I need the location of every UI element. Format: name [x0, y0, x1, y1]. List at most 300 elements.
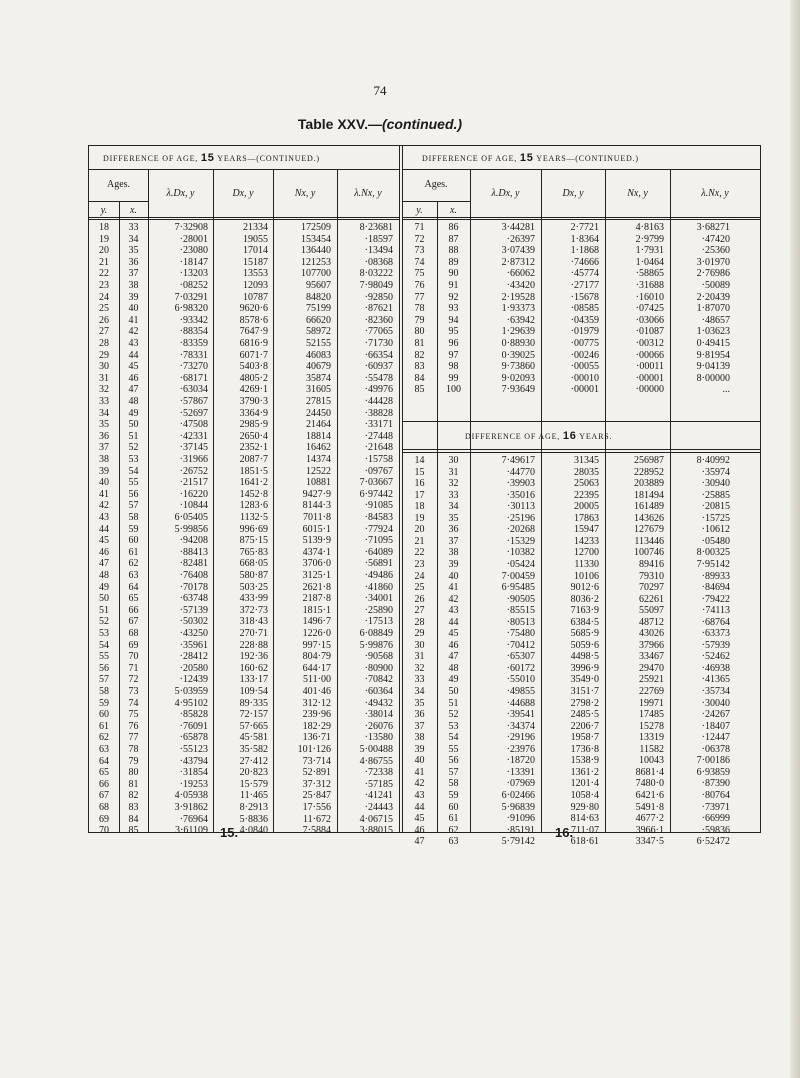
cell-lam-n: ·49976 [364, 384, 393, 396]
cell-d: 814·63 [570, 813, 599, 825]
cell-lam-n: 3·68271 [696, 222, 730, 233]
cell-lam-n: ·27448 [364, 430, 393, 442]
cell-d: ·00055 [570, 361, 599, 373]
cell-lam-d: ·10844 [179, 500, 208, 512]
cell-n: 239·96 [302, 709, 331, 721]
cell-lam-n: 5·00488 [359, 744, 393, 755]
cell-lam-n: 8·03222 [359, 268, 393, 280]
cell-lam-n: ·30040 [701, 697, 730, 709]
cell-lam-n: ·89933 [701, 570, 730, 582]
cell-n: 203889 [634, 478, 664, 490]
cell-n: 73·714 [302, 755, 331, 767]
cell-d: 1641·2 [239, 477, 268, 489]
cell-n: 48712 [639, 616, 664, 628]
cell-x: 50 [128, 419, 139, 431]
cell-x: 63 [448, 836, 459, 848]
cell-lam-n: 1·03623 [696, 326, 730, 338]
cell-d: 2206·7 [570, 720, 599, 732]
footer-right: 16. [555, 825, 574, 840]
cell-y: 25 [99, 303, 109, 315]
cell-y: 21 [99, 256, 109, 268]
cell-lam-d: ·05424 [506, 558, 535, 570]
cell-x: 51 [448, 697, 459, 709]
cell-n: 9427·9 [302, 488, 331, 500]
cell-n: 644·17 [302, 662, 331, 674]
cell-x: 41 [448, 582, 459, 594]
cell-d: 8·2913 [239, 802, 268, 813]
cell-y: 24 [99, 291, 109, 303]
cell-x: 56 [128, 488, 139, 500]
cell-n: 21464 [306, 419, 331, 431]
table-title-main: Table XXV.— [297, 116, 382, 132]
cell-lam-d: ·76408 [179, 570, 208, 581]
cell-lam-n: ·66354 [364, 349, 393, 361]
cell-y: 23 [414, 558, 425, 570]
right-caption-text: DIFFERENCE OF AGE, [422, 154, 518, 163]
table-frame [88, 145, 761, 848]
cell-lam-d: 2·19528 [501, 291, 535, 303]
cell-x: 91 [448, 280, 459, 291]
header-lam-n-right: λ.Nx, y [701, 188, 729, 199]
cell-d: 19055 [243, 233, 268, 245]
cell-lam-d: 0·39025 [501, 349, 535, 361]
cell-d: ·45774 [570, 268, 599, 280]
cell-lam-n: 6·93859 [696, 766, 730, 778]
cell-x: 64 [128, 581, 139, 593]
cell-n: ·00000 [635, 384, 664, 396]
cell-x: 61 [128, 546, 139, 558]
cell-x: 39 [448, 558, 459, 570]
cell-y: 73 [414, 245, 425, 257]
cell-d: 72·157 [239, 709, 268, 721]
cell-n: 75199 [306, 303, 331, 315]
cell-n: 2·9799 [635, 233, 664, 245]
cell-x: 100 [446, 384, 461, 396]
cell-d: 618·61 [570, 836, 599, 848]
cell-n: ·00001 [635, 372, 664, 384]
cell-lam-d: ·34374 [506, 720, 535, 732]
sub-caption-num: 16 [562, 430, 577, 442]
cell-d: 1201·4 [570, 778, 599, 790]
cell-x: 47 [448, 651, 459, 663]
cell-d: 28035 [574, 466, 599, 478]
cell-d: ·00775 [570, 338, 599, 349]
cell-y: 77 [414, 291, 425, 303]
cell-y: 24 [414, 570, 425, 582]
cell-lam-n: ·24267 [701, 709, 730, 721]
cell-lam-d: ·88354 [179, 326, 208, 338]
cell-n: 17485 [639, 709, 664, 721]
cell-n: 101·126 [297, 744, 331, 755]
cell-n: 107700 [301, 268, 331, 280]
cell-lam-n: ·25885 [701, 489, 730, 501]
cell-y: 29 [99, 349, 109, 361]
cell-lam-n: 9·81954 [696, 349, 730, 361]
cell-x: 67 [128, 616, 139, 628]
cell-x: 70 [128, 651, 139, 663]
cell-d: ·00246 [570, 349, 599, 361]
cell-y: 19 [414, 512, 425, 524]
cell-d: 3790·3 [239, 396, 268, 407]
cell-lam-n: ·48657 [701, 314, 730, 326]
cell-x: 33 [448, 489, 459, 501]
cell-lam-n: ·60937 [364, 361, 393, 373]
cell-y: 18 [99, 222, 109, 233]
cell-y: 46 [99, 546, 109, 558]
cell-n: 2621·8 [302, 581, 331, 593]
cell-x: 82 [128, 790, 139, 802]
cell-lam-n: ·05480 [701, 535, 730, 547]
cell-y: 26 [414, 593, 425, 605]
cell-lam-n: 6·52472 [696, 836, 730, 848]
cell-x: 66 [128, 604, 139, 616]
cell-lam-n: ·15758 [364, 454, 393, 465]
cell-d: 270·71 [239, 628, 268, 639]
right-caption [422, 152, 639, 164]
cell-x: 99 [448, 372, 459, 384]
cell-lam-d: ·85515 [506, 605, 535, 617]
header-ages-right: Ages. [424, 179, 448, 190]
cell-d: 7163·9 [570, 605, 599, 617]
cell-y: 35 [99, 419, 109, 431]
cell-lam-d: ·78331 [179, 349, 208, 361]
cell-n: ·00312 [635, 338, 664, 349]
cell-lam-d: ·90505 [506, 593, 535, 605]
cell-y: 25 [414, 582, 425, 594]
cell-lam-n: ·82360 [364, 314, 393, 326]
cell-x: 49 [448, 674, 459, 686]
cell-n: 89416 [639, 558, 664, 570]
cell-x: 44 [128, 349, 139, 361]
cell-lam-n: 7·98049 [359, 280, 393, 291]
cell-d: 6384·5 [570, 616, 599, 628]
cell-lam-d: ·13203 [179, 268, 208, 280]
cell-y: 85 [414, 384, 425, 396]
left-caption-tail: YEARS—(CONTINUED.) [217, 154, 320, 163]
cell-n: 55097 [639, 605, 664, 617]
cell-y: 44 [414, 801, 425, 813]
cell-y: 84 [414, 372, 425, 384]
cell-y: 76 [414, 280, 425, 291]
cell-d: 1·1868 [570, 245, 599, 257]
cell-x: 45 [128, 361, 139, 373]
cell-lam-n: 6·08849 [359, 628, 393, 639]
cell-d: 10787 [243, 291, 268, 303]
cell-x: 37 [448, 535, 459, 547]
cell-x: 52 [128, 442, 139, 454]
cell-x: 40 [448, 570, 459, 582]
cell-lam-d: 5·96839 [501, 801, 535, 813]
cell-n: 153454 [301, 233, 331, 245]
cell-d: 12093 [243, 280, 268, 291]
cell-d: 5·8836 [239, 813, 268, 825]
cell-lam-n: ·08368 [364, 256, 393, 268]
cell-x: 57 [448, 766, 459, 778]
cell-lam-d: ·75480 [506, 628, 535, 640]
cell-lam-n: ·84583 [364, 512, 393, 523]
cell-y: 54 [99, 639, 109, 651]
cell-n: 37966 [639, 639, 664, 651]
cell-x: 76 [128, 720, 139, 732]
cell-y: 49 [99, 581, 109, 593]
cell-lam-n: 8·00000 [696, 372, 730, 384]
cell-lam-d: ·29196 [506, 732, 535, 744]
cell-lam-n: ·87621 [364, 303, 393, 315]
cell-lam-n: ·34001 [364, 593, 393, 605]
cell-d: 2485·5 [570, 709, 599, 721]
cell-lam-n: 7·00186 [696, 755, 730, 767]
cell-n: 17·556 [302, 802, 331, 813]
cell-x: 33 [128, 222, 139, 233]
cell-n: 3125·1 [302, 570, 331, 581]
cell-lam-d: 6·98320 [174, 303, 208, 315]
cell-lam-n: ·70842 [364, 674, 393, 686]
cell-lam-d: ·60172 [506, 662, 535, 674]
cell-n: 182·29 [302, 720, 331, 732]
cell-n: 8144·3 [302, 500, 331, 512]
cell-x: 73 [128, 686, 139, 697]
cell-lam-n: ·44428 [364, 396, 393, 407]
cell-x: 46 [448, 639, 459, 651]
cell-x: 55 [128, 477, 139, 489]
cell-lam-n: 2·20439 [696, 291, 730, 303]
cell-y: 78 [414, 303, 425, 315]
cell-d: 996·69 [239, 523, 268, 535]
cell-lam-n: ... [722, 384, 730, 396]
cell-d: 20·823 [239, 767, 268, 779]
cell-n: 127679 [634, 524, 664, 536]
cell-d: 580·87 [239, 570, 268, 581]
cell-lam-d: 2·87312 [501, 256, 535, 268]
cell-lam-d: ·08252 [179, 280, 208, 291]
cell-lam-n: ·06378 [701, 743, 730, 755]
cell-n: 40679 [306, 361, 331, 373]
cell-x: 63 [128, 570, 139, 581]
cell-lam-d: ·07969 [506, 778, 535, 790]
cell-x: 95 [448, 326, 459, 338]
cell-y: 50 [99, 593, 109, 605]
cell-n: 8681·4 [635, 766, 664, 778]
cell-lam-n: ·10612 [701, 524, 730, 536]
cell-lam-n: 3·88015 [359, 825, 393, 837]
cell-lam-d: 7·03291 [174, 291, 208, 303]
cell-y: 67 [99, 790, 109, 802]
cell-n: 15278 [639, 720, 664, 732]
cell-n: 52155 [306, 338, 331, 349]
cell-y: 17 [414, 489, 425, 501]
cell-x: 52 [448, 709, 459, 721]
cell-y: 48 [99, 570, 109, 581]
cell-lam-d: ·63034 [179, 384, 208, 396]
cell-lam-n: ·68764 [701, 616, 730, 628]
cell-x: 86 [448, 222, 459, 233]
page-number: 74 [373, 83, 387, 98]
cell-y: 31 [99, 372, 109, 384]
cell-y: 44 [99, 523, 109, 535]
cell-lam-n: ·66999 [701, 813, 730, 825]
right-caption-num: 15 [519, 152, 534, 164]
cell-y: 43 [99, 512, 109, 523]
header-n-left: Nx, y [294, 188, 316, 199]
cell-lam-d: ·35961 [179, 639, 208, 651]
cell-n: ·01087 [635, 326, 664, 338]
cell-x: 90 [448, 268, 459, 280]
cell-x: 77 [128, 732, 139, 744]
cell-n: 181494 [634, 489, 664, 501]
cell-x: 94 [448, 314, 459, 326]
cell-d: 25063 [574, 478, 599, 490]
cell-lam-d: 7·93649 [501, 384, 535, 396]
cell-y: 66 [99, 778, 109, 790]
cell-lam-n: ·57939 [701, 639, 730, 651]
cell-d: 433·99 [239, 593, 268, 605]
cell-lam-n: ·64089 [364, 546, 393, 558]
cell-y: 32 [99, 384, 109, 396]
cell-lam-d: 6·05405 [174, 512, 208, 523]
cell-d: 1736·8 [570, 743, 599, 755]
cell-y: 74 [414, 256, 425, 268]
cell-n: 161489 [634, 501, 664, 513]
cell-n: 228952 [634, 466, 664, 478]
cell-y: 82 [414, 349, 425, 361]
cell-d: 11330 [574, 558, 599, 570]
cell-lam-d: ·43420 [506, 280, 535, 291]
header-x-right: x. [450, 205, 457, 216]
cell-lam-d: 1·93373 [501, 303, 535, 315]
cell-y: 36 [414, 709, 425, 721]
cell-lam-n: ·84694 [701, 582, 730, 594]
cell-lam-n: ·77065 [364, 326, 393, 338]
cell-x: 84 [128, 813, 139, 825]
cell-x: 35 [448, 512, 459, 524]
cell-lam-d: 3·07439 [501, 245, 535, 257]
cell-lam-n: ·90568 [364, 651, 393, 663]
cell-lam-d: ·20268 [506, 524, 535, 536]
cell-n: 33467 [639, 651, 664, 663]
cell-d: 668·05 [239, 558, 268, 570]
cell-x: 53 [448, 720, 459, 732]
cell-n: 256987 [634, 455, 664, 466]
cell-n: 5491·8 [635, 801, 664, 813]
cell-x: 69 [128, 639, 139, 651]
cell-d: 57·665 [239, 720, 268, 732]
cell-lam-d: ·55010 [506, 674, 535, 686]
cell-lam-n: ·56891 [364, 558, 393, 570]
cell-lam-d: ·66062 [506, 268, 535, 280]
cell-n: 401·46 [302, 686, 331, 697]
cell-lam-n: ·15725 [701, 512, 730, 524]
cell-n: 66620 [306, 314, 331, 326]
cell-y: 53 [99, 628, 109, 639]
cell-y: 43 [414, 789, 425, 801]
cell-n: 312·12 [302, 697, 331, 709]
cell-d: 1958·7 [570, 732, 599, 744]
cell-x: 43 [448, 605, 459, 617]
cell-y: 20 [99, 245, 109, 257]
cell-d: ·27177 [570, 280, 599, 291]
cell-n: 43026 [639, 628, 664, 640]
cell-n: 136·71 [302, 732, 331, 744]
cell-lam-d: ·21517 [179, 477, 208, 489]
cell-lam-d: ·50302 [179, 616, 208, 628]
cell-lam-n: ·79422 [701, 593, 730, 605]
cell-lam-n: ·41241 [364, 790, 393, 802]
cell-lam-n: ·92850 [364, 291, 393, 303]
cell-d: 711·07 [571, 824, 599, 836]
cell-lam-n: 2·76986 [696, 268, 730, 280]
cell-n: 1·7931 [635, 245, 664, 257]
cell-y: 23 [99, 280, 109, 291]
cell-n: ·07425 [635, 303, 664, 315]
cell-x: 55 [448, 743, 459, 755]
cell-lam-d: ·43794 [179, 755, 208, 767]
cell-y: 83 [414, 361, 425, 373]
cell-lam-n: ·20815 [701, 501, 730, 513]
cell-d: 4·0840 [239, 825, 268, 837]
left-caption-text: DIFFERENCE OF AGE, [103, 154, 199, 163]
cell-d: 875·15 [239, 535, 268, 547]
cell-y: 45 [414, 813, 425, 825]
cell-n: 22769 [639, 686, 664, 697]
cell-d: 3996·9 [570, 662, 599, 674]
cell-lam-d: ·28412 [179, 651, 208, 663]
header-lam-d-left: λ.Dx, y [166, 188, 195, 199]
cell-n: 12522 [306, 465, 331, 477]
cell-y: 47 [414, 836, 425, 848]
cell-lam-n: 6·97442 [359, 488, 393, 500]
left-caption [103, 152, 320, 164]
cell-d: 4269·1 [239, 384, 268, 396]
cell-x: 62 [448, 824, 459, 836]
cell-y: 60 [99, 709, 109, 721]
cell-lam-d: 7·00459 [501, 570, 535, 582]
cell-lam-d: ·80513 [506, 616, 535, 628]
cell-n: 3347·5 [635, 836, 664, 848]
cell-y: 59 [99, 697, 109, 709]
cell-y: 68 [99, 802, 109, 813]
cell-y: 55 [99, 651, 109, 663]
cell-d: 133·17 [239, 674, 268, 686]
cell-y: 63 [99, 744, 109, 755]
cell-y: 38 [99, 454, 109, 465]
cell-n: 7011·8 [303, 512, 331, 523]
cell-lam-d: ·91096 [506, 813, 535, 825]
cell-y: 75 [414, 268, 425, 280]
cell-d: 1·8364 [570, 233, 599, 245]
cell-d: 8036·2 [570, 593, 599, 605]
cell-lam-d: ·65307 [506, 651, 535, 663]
cell-y: 40 [414, 755, 425, 767]
cell-lam-d: ·70412 [506, 639, 535, 651]
cell-lam-n: ·18597 [364, 233, 393, 245]
table-title-continued: (continued.) [381, 116, 463, 132]
cell-lam-n: ·26076 [364, 720, 393, 732]
cell-lam-n: ·80764 [701, 789, 730, 801]
cell-n: 997·15 [302, 639, 331, 651]
cell-y: 52 [99, 616, 109, 628]
cell-n: 70297 [639, 582, 664, 594]
sub-caption-tail: YEARS. [579, 432, 613, 441]
cell-n: 4374·1 [302, 546, 331, 558]
cell-n: 6015·1 [302, 523, 331, 535]
cell-x: 32 [448, 478, 459, 490]
cell-lam-d: ·10382 [506, 547, 535, 559]
right-caption-tail: YEARS—(CONTINUED.) [536, 154, 639, 163]
cell-lam-n: ·50089 [701, 280, 730, 291]
cell-lam-d: 5·03959 [174, 686, 208, 697]
cell-x: 50 [448, 686, 459, 697]
cell-d: 1283·6 [239, 500, 268, 512]
